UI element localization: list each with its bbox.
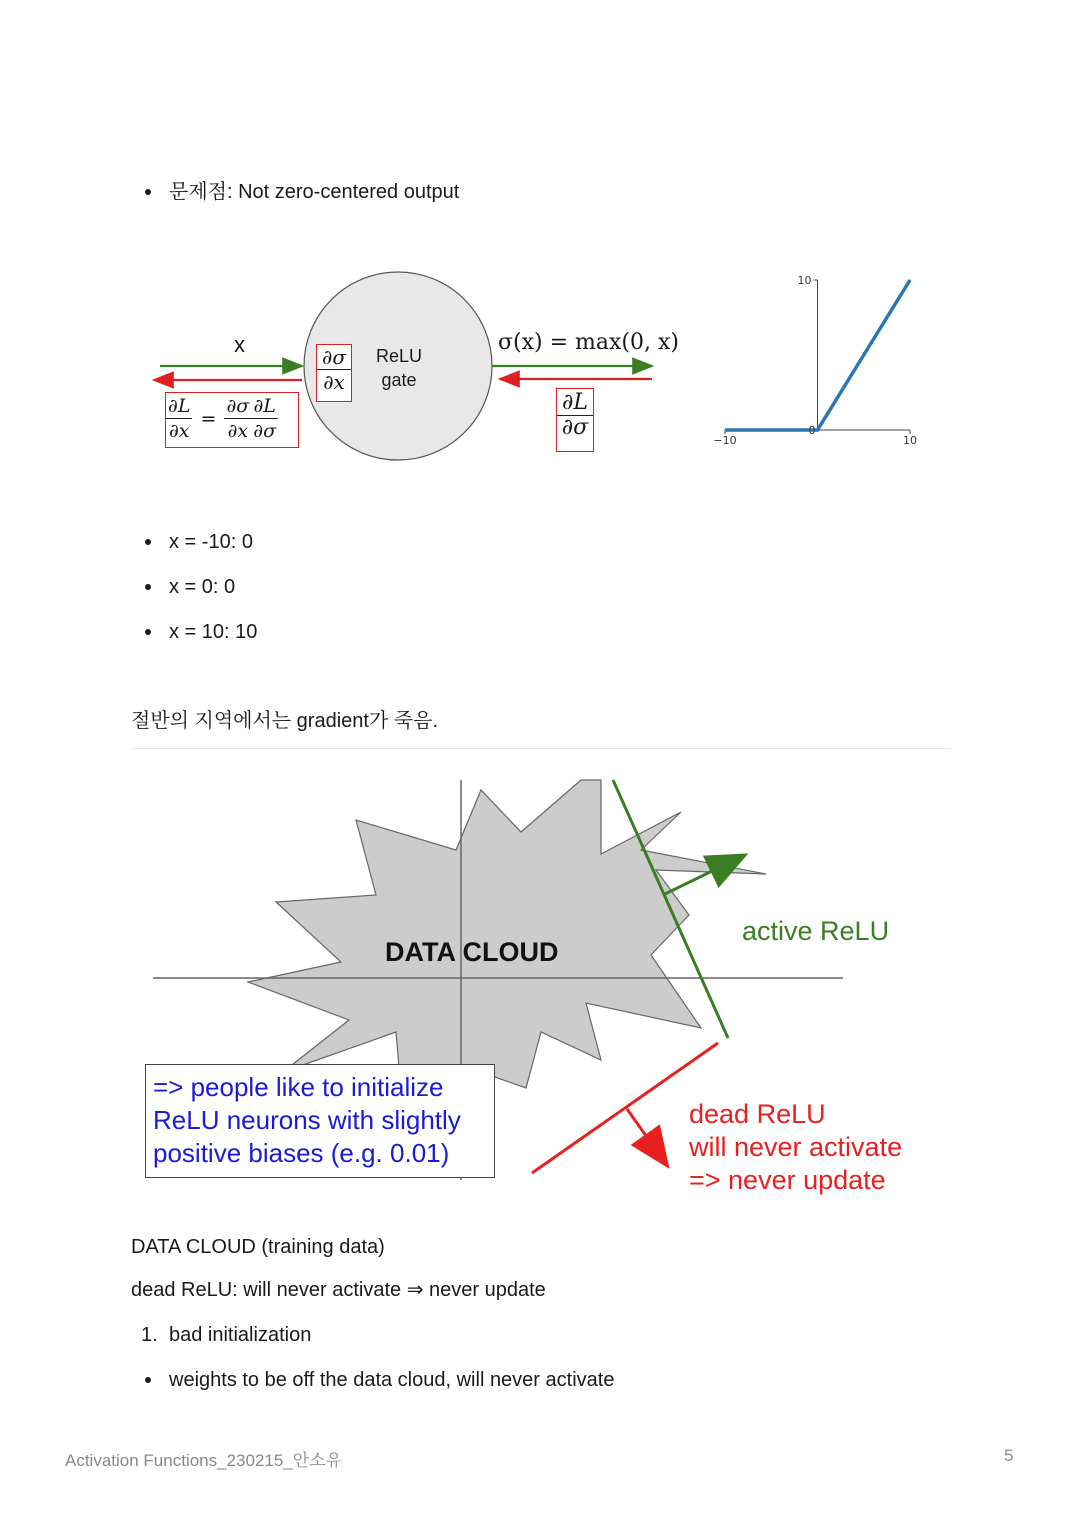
dead-relu-arrow	[627, 1109, 666, 1164]
local-gradient-frac	[317, 345, 351, 394]
chain-rule-box	[165, 392, 299, 448]
output-formula: σ(x) = max(0, x)	[498, 330, 679, 355]
local-gradient-den: ∂x	[323, 370, 345, 394]
chain-r2	[251, 394, 278, 443]
active-relu-label: active ReLU	[742, 916, 890, 946]
upstream-gradient-den: ∂σ	[561, 415, 589, 440]
gate-label-line1: ReLU	[375, 346, 423, 366]
chain-r2-num: ∂L	[251, 394, 278, 419]
divider	[131, 748, 951, 749]
bullet-dot	[145, 189, 151, 195]
gate-label	[366, 344, 432, 392]
value-bullet-text: x = 0: 0	[169, 576, 236, 598]
footer-title: Activation Functions_230215_안소유	[65, 1451, 343, 1470]
chain-r1-den: ∂x	[227, 420, 249, 442]
bullet-dot	[145, 539, 151, 545]
cloud-label: DATA CLOUD	[385, 937, 559, 967]
caption: DATA CLOUD (training data)	[131, 1236, 385, 1258]
dead-relu-text: dead ReLU: will never activate ⇒ never update	[131, 1279, 546, 1301]
chain-equals: =	[200, 407, 217, 430]
relu-gate-diagram	[140, 260, 700, 480]
dead-relu-line-1: dead ReLU	[689, 1099, 826, 1129]
input-label: x	[234, 332, 245, 357]
chain-rule	[166, 393, 298, 443]
dead-relu-label	[689, 1098, 902, 1197]
gradient-note: 절반의 지역에서는 gradient가 죽음.	[131, 710, 439, 732]
chain-lhs-num: ∂L	[168, 395, 191, 417]
init-note-line-3: positive biases (e.g. 0.01)	[153, 1138, 450, 1168]
data-cloud-figure	[131, 770, 951, 1210]
chain-r1-num: ∂σ	[226, 395, 250, 417]
dead-relu-line-2: will never activate	[689, 1132, 903, 1162]
chain-lhs	[166, 394, 192, 443]
chain-lhs-den: ∂x	[168, 420, 190, 442]
init-note-line-2: ReLU neurons with slightly	[153, 1105, 461, 1135]
bullet-dot	[145, 1377, 151, 1383]
chain-r1	[224, 394, 251, 443]
init-note-box	[145, 1064, 495, 1178]
upstream-gradient-box	[556, 388, 594, 452]
bullet-dot	[145, 584, 151, 590]
dead-relu-line-3: => never update	[689, 1165, 886, 1195]
chain-r2-den: ∂σ	[253, 420, 277, 442]
value-bullet-text: x = -10: 0	[169, 531, 253, 553]
upstream-gradient-num: ∂L	[557, 391, 593, 416]
numbered-item-text: bad initialization	[169, 1324, 312, 1346]
local-gradient-box	[316, 344, 352, 402]
local-gradient-num: ∂σ	[317, 345, 351, 370]
value-bullet-text: x = 10: 10	[169, 621, 258, 643]
init-note-line-1: => people like to initialize	[153, 1072, 444, 1102]
page-number: 5	[1004, 1446, 1014, 1465]
chart-xtick-label: 10	[903, 434, 917, 447]
sub-bullet-text: weights to be off the data cloud, will never activate	[169, 1369, 615, 1391]
top-bullet-text: 문제점: Not zero-centered output	[169, 181, 460, 203]
chart-ytick-label: 10	[797, 274, 812, 287]
chart-origin-label: 0	[808, 424, 816, 437]
chart-xtick-label: −10	[713, 434, 737, 447]
numbered-item-number: 1.	[141, 1324, 158, 1346]
upstream-gradient-frac	[557, 389, 593, 440]
relu-chart	[700, 262, 960, 462]
gate-label-line2: gate	[381, 370, 417, 390]
bullet-dot	[145, 629, 151, 635]
